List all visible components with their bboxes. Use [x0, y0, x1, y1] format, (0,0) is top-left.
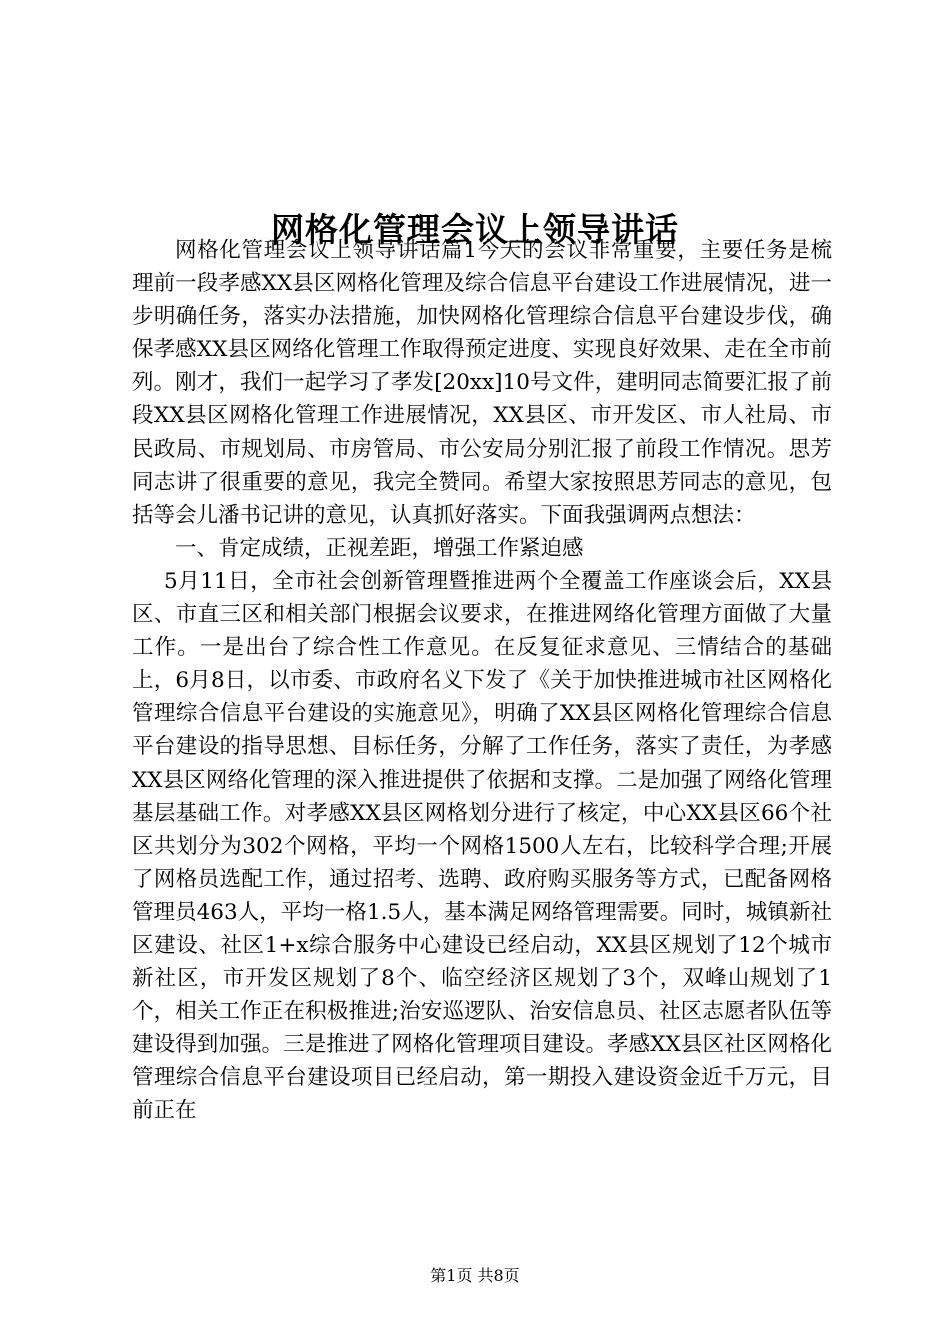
page-footer: 第1页 共8页	[430, 1266, 520, 1285]
document-body	[132, 234, 832, 1128]
document-title: 网格化管理会议上领导讲话	[271, 210, 679, 250]
paragraph-achievements: 5月11日，全市社会创新管理暨推进两个全覆盖工作座谈会后，XX县区、市直三区和相关部门根据会议要求，在推进网络化管理方面做了大量工作。一是出台了综合性工作意见。在反复征求意见、三情结合的基础上，6月8日，以市委、市政府名义下发了《关于加快推进城市社区网格化管理综合信息平台建设的实施意见》，明确了XX县区网格化管理综合信息平台建设的指导思想、目标任务，分解了工作任务，落实了责任，为孝感XX县区网络化管理的深入推进提供了依据和支撑。二是加强了网络化管理基层基础工作。对孝感XX县区网格划分进行了核定，中心XX县区66个社区共划分为302个网格，平均一个网格1500人左右，比较科学合理;开展了网格员选配工作，通过招考、选聘、政府购买服务等方式，已配备网格管理员463人，平均一格1.5人，基本满足网络管理需要。同时，城镇新社区建设、社区1+x综合服务中心建设已经启动，XX县区规划了12个城市新社区，市开发区规划了8个、临空经济区规划了3个，双峰山规划了1个，相关工作正在积极推进;治安巡逻队、治安信息员、社区志愿者队伍等建设得到加强。三是推进了网格化管理项目建设。孝感XX县区社区网格化管理综合信息平台建设项目已经启动，第一期投入建设资金近千万元，目前正在	[132, 568, 832, 1124]
section-heading: 一、肯定成绩，正视差距，增强工作紧迫感	[175, 535, 584, 561]
paragraph-intro: 网格化管理会议上领导讲话篇1今天的会议非常重要，主要任务是梳理前一段孝感XX县区网格化管理及综合信息平台建设工作进展情况，进一步明确任务，落实办法措施，加快网格化管理综合信息平台建设步伐，确保孝感XX县区网络化管理工作取得预定进度、实现良好效果、走在全市前列。刚才，我们一起学习了孝发[20xx]10号文件，建明同志简要汇报了前段XX县区网格化管理工作进展情况，XX县区、市开发区、市人社局、市民政局、市规划局、市房管局、市公安局分别汇报了前段工作情况。思芳同志讲了很重要的意见，我完全赞同。希望大家按照思芳同志的意见，包括等会儿潘书记讲的意见，认真抓好落实。下面我强调两点想法：	[132, 238, 832, 528]
